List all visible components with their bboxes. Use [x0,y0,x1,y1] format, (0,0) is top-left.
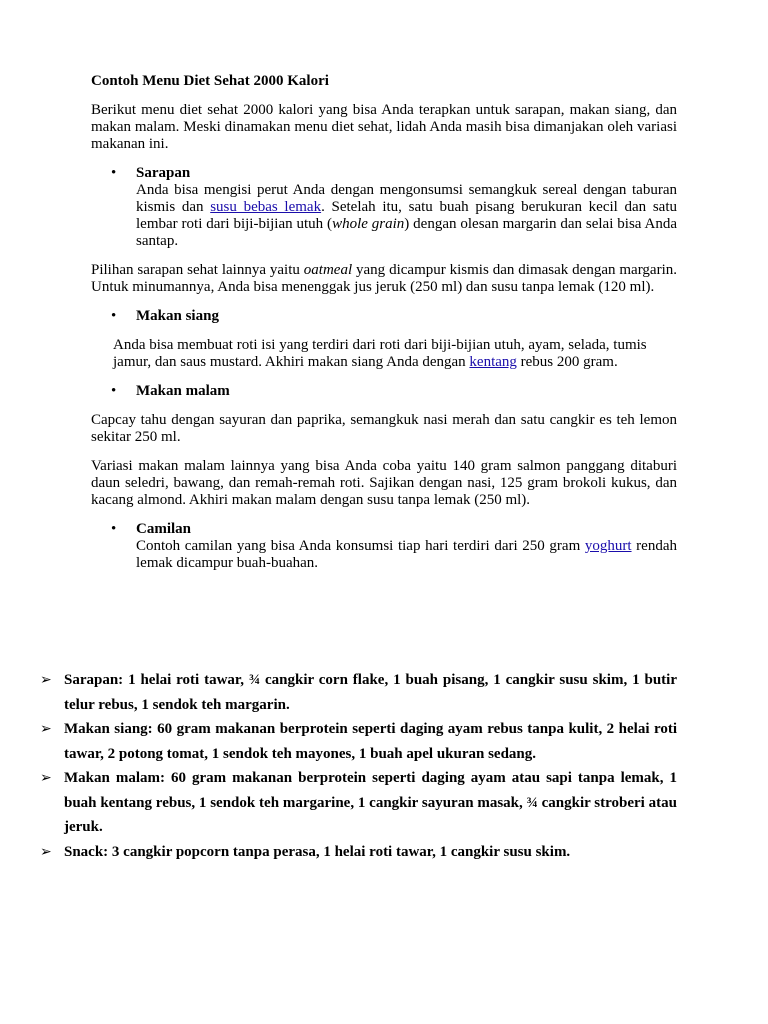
summary-item-sarapan [40,668,677,717]
article-title: Contoh Menu Diet Sehat 2000 Kalori [91,73,329,89]
sarapan-alt-paragraph [91,262,677,296]
arrow-bullet-icon: ➢ [40,770,52,786]
section-makan-malam [91,383,677,400]
summary-item-snack [40,840,677,865]
camilan-text-1: Contoh camilan yang bisa Anda konsumsi tiap hari terdiri dari 250 gram [136,538,585,554]
summary-text: Sarapan: 1 helai roti tawar, ¾ cangkir corn flake, 1 buah pisang, 1 cangkir susu skim, 1 butir telur rebus, 1 sendok teh margarin. [64,672,677,713]
link-kentang[interactable]: kentang [469,354,517,370]
section-heading-makan-siang: Makan siang [136,308,219,324]
section-makan-siang [91,308,677,325]
sarapan-alt-text-2: yang dicampur kismis dan dimasak dengan margarin. Untuk minumannya, Anda bisa menenggak jus jeruk (250 ml) dan susu tanpa lemak (120 ml). [91,262,678,295]
summary-text: Snack: 3 cangkir popcorn tanpa perasa, 1 helai roti tawar, 1 cangkir susu skim. [64,843,571,860]
sarapan-alt-italic-term: oatmeal [303,262,353,278]
bullet-icon: • [111,383,117,399]
menu-summary-list [40,668,677,864]
section-heading-sarapan: Sarapan [136,165,191,181]
summary-text: Makan siang: 60 gram makanan berprotein seperti daging ayam rebus tanpa kulit, 2 helai roti tawar, 2 potong tomat, 1 sendok teh mayones, 1 buah apel ukuran sedang. [64,721,677,762]
link-susu-bebas-lemak[interactable]: susu bebas lemak [210,199,322,215]
makan-siang-paragraph [113,337,677,371]
sarapan-text-2: . Setelah itu, satu buah pisang berukuran kecil dan satu lembar roti dari biji-bijian utuh ( [136,199,677,232]
makan-malam-alt-paragraph: Variasi makan malam lainnya yang bisa Anda coba yaitu 140 gram salmon panggang ditaburi daun seledri, bawang, dan remah-remah roti. Sajikan dengan nasi, 125 gram brokoli kukus, dan kacang almond. Akhiri makan malam dengan susu tanpa lemak (250 ml). [91,458,677,508]
intro-paragraph: Berikut menu diet sehat 2000 kalori yang bisa Anda terapkan untuk sarapan, makan siang, dan makan malam. Meski dinamakan menu diet sehat, lidah Anda masih bisa dimanjakan oleh variasi makanan ini. [91,102,677,152]
sarapan-italic-term: whole grain [332,216,405,232]
makan-siang-text-1: Anda bisa membuat roti isi yang terdiri dari roti dari biji-bijian utuh, ayam, selada, tumis jamur, dan saus mustard. Akhiri makan siang Anda dengan [113,337,647,370]
bullet-icon: • [111,521,117,537]
camilan-text-2: rendah lemak dicampur buah-buahan. [136,538,677,571]
section-heading-camilan: Camilan [136,521,192,537]
arrow-bullet-icon: ➢ [40,721,52,737]
makan-malam-paragraph: Capcay tahu dengan sayuran dan paprika, semangkuk nasi merah dan satu cangkir es teh lemon sekitar 250 ml. [91,412,677,445]
bullet-icon: • [111,165,117,181]
link-yoghurt[interactable]: yoghurt [584,538,632,554]
arrow-bullet-icon: ➢ [40,843,52,860]
sarapan-text-1: Anda bisa mengisi perut Anda dengan mengonsumsi semangkuk sereal dengan taburan kismis dan [136,182,677,215]
camilan-paragraph [136,538,677,572]
article-body [91,73,677,572]
sarapan-text-3: ) dengan olesan margarin dan selai bisa Anda santap. [136,216,677,249]
bullet-icon: • [111,308,117,324]
sarapan-paragraph [136,182,677,250]
summary-text: Makan malam: 60 gram makanan berprotein seperti daging ayam atau sapi tanpa lemak, 1 buah kentang rebus, 1 sendok teh margarine, 1 cangkir sayuran masak, ¾ cangkir stroberi atau jeruk. [64,770,677,835]
sarapan-alt-text-1: Pilihan sarapan sehat lainnya yaitu [91,262,304,278]
section-sarapan [91,165,677,250]
section-camilan [91,521,677,572]
summary-item-makan-malam [40,766,677,840]
arrow-bullet-icon: ➢ [40,672,52,688]
section-heading-makan-malam: Makan malam [136,383,230,399]
makan-siang-text-2: rebus 200 gram. [516,354,618,370]
summary-item-makan-siang [40,717,677,766]
